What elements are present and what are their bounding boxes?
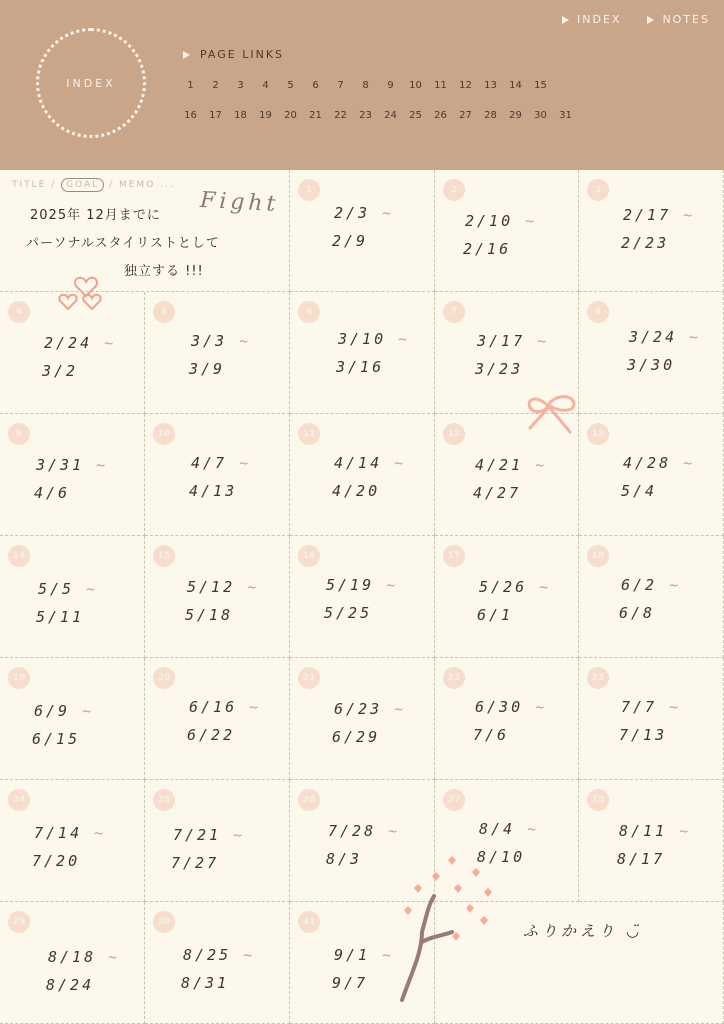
page-link-26[interactable]: 26 xyxy=(434,110,447,121)
page-link-23[interactable]: 23 xyxy=(359,110,372,121)
week-start-date: 3/3 ~ xyxy=(191,332,252,350)
week-cell-5[interactable] xyxy=(145,292,290,414)
page-link-20[interactable]: 20 xyxy=(284,110,297,121)
week-end-date: 2/16 xyxy=(463,240,512,258)
week-cell-9[interactable] xyxy=(0,414,145,536)
week-start-date: 8/18 ~ xyxy=(48,948,121,966)
page-links-row-1 xyxy=(178,80,553,91)
week-cell-3[interactable] xyxy=(579,170,724,292)
week-number-badge: 12 xyxy=(443,423,465,445)
page-link-14[interactable]: 14 xyxy=(509,80,522,91)
week-start-date: 2/3 ~ xyxy=(334,204,395,222)
page-links-title-label: PAGE LINKS xyxy=(200,48,285,61)
week-end-date: 6/22 xyxy=(187,726,236,744)
week-start-date: 4/28 ~ xyxy=(623,454,696,472)
week-number-badge: 13 xyxy=(587,423,609,445)
week-cell-6[interactable] xyxy=(290,292,435,414)
week-end-date: 2/23 xyxy=(621,234,670,252)
week-cell-20[interactable] xyxy=(145,658,290,780)
week-start-date: 6/16 ~ xyxy=(189,698,262,716)
week-start-date: 4/14 ~ xyxy=(334,454,407,472)
hearts-doodle-icon xyxy=(56,268,106,316)
page-link-2[interactable]: 2 xyxy=(212,80,219,91)
page-link-5[interactable]: 5 xyxy=(287,80,294,91)
top-nav xyxy=(562,13,710,26)
week-end-date: 8/10 xyxy=(477,848,526,866)
page-link-25[interactable]: 25 xyxy=(409,110,422,121)
week-number-badge: 15 xyxy=(153,545,175,567)
week-number-badge: 5 xyxy=(153,301,175,323)
page-link-15[interactable]: 15 xyxy=(534,80,547,91)
week-end-date: 3/23 xyxy=(475,360,524,378)
week-start-date: 5/19 ~ xyxy=(326,576,399,594)
week-cell-11[interactable] xyxy=(290,414,435,536)
week-end-date: 7/6 xyxy=(473,726,510,744)
memo-label-goal: GOAL xyxy=(61,178,104,192)
week-cell-1[interactable] xyxy=(290,170,435,292)
week-start-date: 7/28 ~ xyxy=(328,822,401,840)
goal-line-2: パーソナルスタイリストとして xyxy=(26,236,220,251)
week-cell-17[interactable] xyxy=(435,536,579,658)
week-start-date: 2/17 ~ xyxy=(623,206,696,224)
week-end-date: 3/2 xyxy=(42,362,79,380)
week-start-date: 7/14 ~ xyxy=(34,824,107,842)
page-link-8[interactable]: 8 xyxy=(362,80,369,91)
week-cell-29[interactable] xyxy=(0,902,145,1024)
week-end-date: 6/29 xyxy=(332,728,381,746)
week-end-date: 9/7 xyxy=(332,974,369,992)
week-number-badge: 28 xyxy=(587,789,609,811)
week-end-date: 5/25 xyxy=(324,604,373,622)
memo-label-title: TITLE / xyxy=(12,180,57,190)
week-end-date: 4/27 xyxy=(473,484,522,502)
week-number-badge: 29 xyxy=(8,911,30,933)
week-start-date: 6/23 ~ xyxy=(334,700,407,718)
week-end-date: 6/8 xyxy=(619,604,656,622)
week-number-badge: 4 xyxy=(8,301,30,323)
week-end-date: 5/18 xyxy=(185,606,234,624)
index-circle[interactable] xyxy=(36,28,146,138)
week-start-date: 2/24 ~ xyxy=(44,334,117,352)
week-start-date: 3/31 ~ xyxy=(36,456,109,474)
play-triangle-icon xyxy=(562,16,569,24)
nav-index-label: INDEX xyxy=(577,13,622,26)
page-links-row-2 xyxy=(178,110,578,121)
week-end-date: 8/24 xyxy=(46,976,95,994)
week-start-date: 8/25 ~ xyxy=(183,946,256,964)
header-banner xyxy=(0,0,724,170)
week-start-date: 9/1 ~ xyxy=(334,946,395,964)
week-cell-2[interactable] xyxy=(435,170,579,292)
week-cell-28[interactable] xyxy=(579,780,724,902)
week-number-badge: 7 xyxy=(443,301,465,323)
week-end-date: 8/31 xyxy=(181,974,230,992)
week-start-date: 3/17 ~ xyxy=(477,332,550,350)
page-link-30[interactable]: 30 xyxy=(534,110,547,121)
page-link-9[interactable]: 9 xyxy=(387,80,394,91)
fight-doodle: Fight xyxy=(199,187,281,218)
week-number-badge: 6 xyxy=(298,301,320,323)
weekly-grid xyxy=(0,170,724,1024)
index-circle-label: INDEX xyxy=(66,76,116,90)
page-link-28[interactable]: 28 xyxy=(484,110,497,121)
week-number-badge: 19 xyxy=(8,667,30,689)
week-start-date: 2/10 ~ xyxy=(465,212,538,230)
branch-hearts-doodle-icon xyxy=(392,852,502,1002)
week-number-badge: 8 xyxy=(587,301,609,323)
week-cell-8[interactable] xyxy=(579,292,724,414)
week-start-date: 5/12 ~ xyxy=(187,578,260,596)
week-number-badge: 24 xyxy=(8,789,30,811)
week-start-date: 3/24 ~ xyxy=(629,328,702,346)
week-number-badge: 18 xyxy=(587,545,609,567)
week-cell-14[interactable] xyxy=(0,536,145,658)
week-number-badge: 22 xyxy=(443,667,465,689)
goal-line-3: 独立する !!! xyxy=(124,264,204,279)
page-link-16[interactable]: 16 xyxy=(184,110,197,121)
week-number-badge: 21 xyxy=(298,667,320,689)
week-end-date: 8/17 xyxy=(617,850,666,868)
week-start-date: 4/7 ~ xyxy=(191,454,252,472)
week-start-date: 5/26 ~ xyxy=(479,578,552,596)
week-cell-16[interactable] xyxy=(290,536,435,658)
page-link-4[interactable]: 4 xyxy=(262,80,269,91)
week-start-date: 8/4 ~ xyxy=(479,820,540,838)
page-link-10[interactable]: 10 xyxy=(409,80,422,91)
week-end-date: 4/13 xyxy=(189,482,238,500)
week-cell-25[interactable] xyxy=(145,780,290,902)
page-link-7[interactable]: 7 xyxy=(337,80,344,91)
page-link-6[interactable]: 6 xyxy=(312,80,319,91)
week-start-date: 6/30 ~ xyxy=(475,698,548,716)
week-end-date: 7/27 xyxy=(171,854,220,872)
week-number-badge: 25 xyxy=(153,789,175,811)
week-end-date: 5/4 xyxy=(621,482,658,500)
page-link-22[interactable]: 22 xyxy=(334,110,347,121)
week-number-badge: 23 xyxy=(587,667,609,689)
week-start-date: 6/2 ~ xyxy=(621,576,682,594)
week-start-date: 6/9 ~ xyxy=(34,702,95,720)
nav-notes-label: NOTES xyxy=(662,13,710,26)
week-number-badge: 2 xyxy=(443,179,465,201)
week-number-badge: 20 xyxy=(153,667,175,689)
play-triangle-icon xyxy=(183,51,190,59)
week-number-badge: 30 xyxy=(153,911,175,933)
page-link-18[interactable]: 18 xyxy=(234,110,247,121)
week-number-badge: 17 xyxy=(443,545,465,567)
week-number-badge: 9 xyxy=(8,423,30,445)
goal-memo-cell[interactable] xyxy=(0,170,290,292)
week-end-date: 3/9 xyxy=(189,360,226,378)
week-end-date: 3/16 xyxy=(336,358,385,376)
week-start-date: 7/21 ~ xyxy=(173,826,246,844)
goal-line-1: 2025年 12月までに xyxy=(30,208,161,223)
week-cell-13[interactable] xyxy=(579,414,724,536)
week-cell-10[interactable] xyxy=(145,414,290,536)
nav-notes-link[interactable] xyxy=(647,13,710,26)
nav-index-link[interactable] xyxy=(562,13,621,26)
page-link-19[interactable]: 19 xyxy=(259,110,272,121)
week-end-date: 7/13 xyxy=(619,726,668,744)
week-end-date: 5/11 xyxy=(36,608,85,626)
week-number-badge: 26 xyxy=(298,789,320,811)
week-cell-18[interactable] xyxy=(579,536,724,658)
week-end-date: 2/9 xyxy=(332,232,369,250)
week-cell-22[interactable] xyxy=(435,658,579,780)
week-number-badge: 11 xyxy=(298,423,320,445)
week-cell-19[interactable] xyxy=(0,658,145,780)
page-link-21[interactable]: 21 xyxy=(309,110,322,121)
page-link-13[interactable]: 13 xyxy=(484,80,497,91)
week-start-date: 7/7 ~ xyxy=(621,698,682,716)
week-start-date: 3/10 ~ xyxy=(338,330,411,348)
page-link-24[interactable]: 24 xyxy=(384,110,397,121)
reflection-label: ふりかえり ◡̈ xyxy=(523,922,643,940)
week-start-date: 5/5 ~ xyxy=(38,580,99,598)
week-cell-30[interactable] xyxy=(145,902,290,1024)
week-cell-23[interactable] xyxy=(579,658,724,780)
ribbon-doodle-icon xyxy=(520,390,580,436)
week-cell-24[interactable] xyxy=(0,780,145,902)
page-link-31[interactable]: 31 xyxy=(559,110,572,121)
page-link-29[interactable]: 29 xyxy=(509,110,522,121)
memo-label xyxy=(12,180,175,190)
page-link-1[interactable]: 1 xyxy=(187,80,194,91)
page-link-12[interactable]: 12 xyxy=(459,80,472,91)
week-number-badge: 3 xyxy=(587,179,609,201)
page-link-17[interactable]: 17 xyxy=(209,110,222,121)
week-end-date: 7/20 xyxy=(32,852,81,870)
week-number-badge: 14 xyxy=(8,545,30,567)
week-end-date: 6/15 xyxy=(32,730,81,748)
week-number-badge: 1 xyxy=(298,179,320,201)
week-number-badge: 10 xyxy=(153,423,175,445)
week-number-badge: 31 xyxy=(298,911,320,933)
page-link-27[interactable]: 27 xyxy=(459,110,472,121)
page-link-3[interactable]: 3 xyxy=(237,80,244,91)
play-triangle-icon xyxy=(647,16,654,24)
week-end-date: 6/1 xyxy=(477,606,514,624)
page-link-11[interactable]: 11 xyxy=(434,80,447,91)
week-number-badge: 27 xyxy=(443,789,465,811)
page-links-title xyxy=(183,48,284,61)
week-number-badge: 16 xyxy=(298,545,320,567)
week-cell-21[interactable] xyxy=(290,658,435,780)
week-start-date: 4/21 ~ xyxy=(475,456,548,474)
week-end-date: 4/20 xyxy=(332,482,381,500)
week-end-date: 3/30 xyxy=(627,356,676,374)
week-end-date: 8/3 xyxy=(326,850,363,868)
week-cell-15[interactable] xyxy=(145,536,290,658)
week-start-date: 8/11 ~ xyxy=(619,822,692,840)
week-end-date: 4/6 xyxy=(34,484,71,502)
memo-label-memo: / MEMO ... xyxy=(109,180,175,190)
